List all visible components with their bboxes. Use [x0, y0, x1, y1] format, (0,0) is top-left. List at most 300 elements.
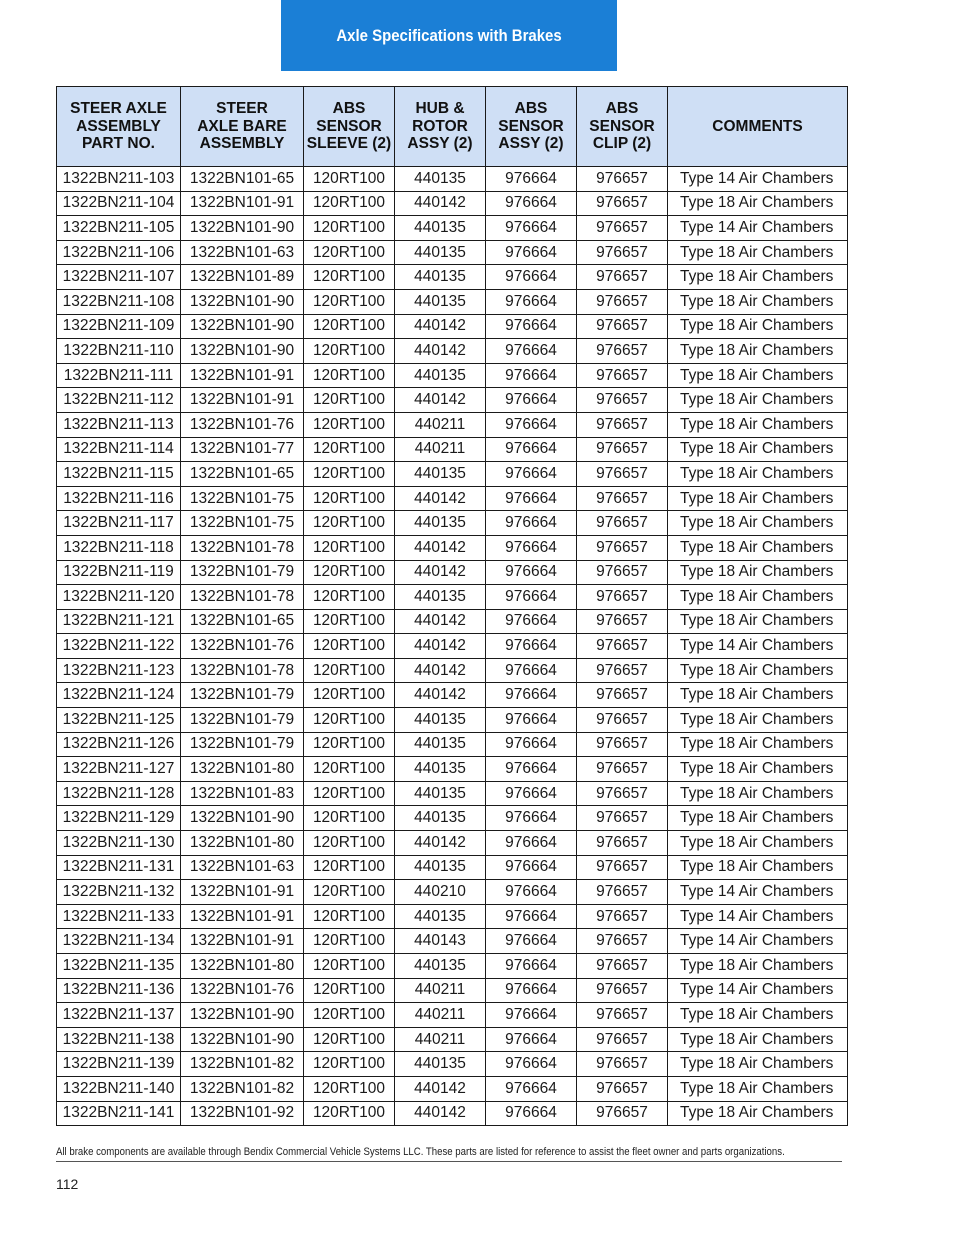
- table-cell: 120RT100: [304, 978, 395, 1003]
- table-cell: 440135: [395, 167, 486, 192]
- table-cell: 120RT100: [304, 560, 395, 585]
- column-header: [668, 87, 848, 167]
- table-cell: 976664: [486, 609, 577, 634]
- table-row: [57, 240, 848, 265]
- table-cell: 976657: [577, 191, 668, 216]
- table-cell: 1322BN211-107: [57, 265, 181, 290]
- table-cell: Type 18 Air Chambers: [668, 708, 848, 733]
- table-cell: 1322BN101-77: [181, 437, 304, 462]
- table-cell: 120RT100: [304, 831, 395, 856]
- table-cell: 1322BN101-65: [181, 462, 304, 487]
- table-cell: 1322BN211-126: [57, 732, 181, 757]
- table-cell: 440135: [395, 806, 486, 831]
- table-cell: 976657: [577, 339, 668, 364]
- column-header-line: SENSOR: [589, 117, 655, 135]
- table-cell: 120RT100: [304, 437, 395, 462]
- table-cell: Type 18 Air Chambers: [668, 511, 848, 536]
- table-cell: 976664: [486, 757, 577, 782]
- table-cell: 1322BN211-138: [57, 1027, 181, 1052]
- footnote: [56, 1146, 842, 1158]
- table-cell: 120RT100: [304, 412, 395, 437]
- table-row: [57, 978, 848, 1003]
- table-cell: 1322BN101-91: [181, 363, 304, 388]
- table-cell: 1322BN101-90: [181, 289, 304, 314]
- table-cell: 976664: [486, 462, 577, 487]
- table-cell: 1322BN101-92: [181, 1101, 304, 1126]
- table-cell: 976657: [577, 167, 668, 192]
- column-header-line: ABS: [332, 100, 366, 118]
- table-cell: 976657: [577, 1101, 668, 1126]
- table-cell: 976664: [486, 732, 577, 757]
- table-cell: 1322BN211-103: [57, 167, 181, 192]
- table-cell: 976657: [577, 486, 668, 511]
- table-cell: 120RT100: [304, 535, 395, 560]
- table-cell: 976664: [486, 240, 577, 265]
- table-row: [57, 683, 848, 708]
- table-body: [57, 167, 848, 1126]
- table-cell: 1322BN211-140: [57, 1076, 181, 1101]
- column-header: [57, 87, 181, 167]
- table-cell: 1322BN101-78: [181, 585, 304, 610]
- table-cell: 1322BN101-91: [181, 880, 304, 905]
- table-cell: 976664: [486, 412, 577, 437]
- table-cell: 120RT100: [304, 806, 395, 831]
- column-header-line: SENSOR: [316, 117, 382, 135]
- table-cell: 440135: [395, 855, 486, 880]
- column-header-line: ROTOR: [412, 117, 468, 135]
- table-cell: 1322BN101-91: [181, 191, 304, 216]
- table-cell: 440142: [395, 560, 486, 585]
- table-row: [57, 1052, 848, 1077]
- table-cell: 976657: [577, 560, 668, 585]
- table-cell: 976657: [577, 831, 668, 856]
- table-cell: 120RT100: [304, 265, 395, 290]
- table-cell: 976657: [577, 314, 668, 339]
- table-cell: 976664: [486, 658, 577, 683]
- table-cell: 976657: [577, 462, 668, 487]
- table-cell: 1322BN101-79: [181, 683, 304, 708]
- table-cell: Type 18 Air Chambers: [668, 781, 848, 806]
- table-cell: Type 14 Air Chambers: [668, 634, 848, 659]
- table-cell: 440142: [395, 314, 486, 339]
- table-cell: 1322BN101-75: [181, 486, 304, 511]
- table-cell: 1322BN211-123: [57, 658, 181, 683]
- table-cell: 976657: [577, 855, 668, 880]
- table-cell: Type 18 Air Chambers: [668, 732, 848, 757]
- table-cell: 1322BN211-114: [57, 437, 181, 462]
- table-cell: 976657: [577, 732, 668, 757]
- table-cell: 976664: [486, 831, 577, 856]
- table-cell: 120RT100: [304, 511, 395, 536]
- table-cell: 976657: [577, 880, 668, 905]
- table-cell: 976664: [486, 511, 577, 536]
- table-cell: 120RT100: [304, 314, 395, 339]
- table-cell: 440142: [395, 683, 486, 708]
- table-cell: 440135: [395, 585, 486, 610]
- axle-spec-table: [56, 86, 848, 1126]
- table-cell: Type 18 Air Chambers: [668, 1027, 848, 1052]
- table-cell: 120RT100: [304, 388, 395, 413]
- table-cell: 440142: [395, 486, 486, 511]
- table-cell: 976657: [577, 658, 668, 683]
- table-cell: 976664: [486, 929, 577, 954]
- table-cell: 976664: [486, 880, 577, 905]
- table-cell: 976657: [577, 535, 668, 560]
- table-cell: 1322BN211-137: [57, 1003, 181, 1028]
- table-cell: 976657: [577, 363, 668, 388]
- table-cell: 976664: [486, 954, 577, 979]
- table-cell: 1322BN101-63: [181, 240, 304, 265]
- table-row: [57, 757, 848, 782]
- table-cell: 120RT100: [304, 855, 395, 880]
- table-row: [57, 1027, 848, 1052]
- table-row: [57, 585, 848, 610]
- column-header-line: CLIP (2): [592, 135, 652, 153]
- table-row: [57, 388, 848, 413]
- table-cell: 440135: [395, 265, 486, 290]
- page-number: 112: [56, 1176, 79, 1192]
- table-cell: 1322BN101-91: [181, 904, 304, 929]
- table-cell: 1322BN101-80: [181, 757, 304, 782]
- table-cell: 440142: [395, 339, 486, 364]
- table-cell: 440211: [395, 1003, 486, 1028]
- table-cell: 1322BN211-106: [57, 240, 181, 265]
- table-cell: 976657: [577, 289, 668, 314]
- table-cell: 976664: [486, 1003, 577, 1028]
- table-cell: 976664: [486, 1101, 577, 1126]
- table-cell: 976664: [486, 634, 577, 659]
- table-row: [57, 1076, 848, 1101]
- table-cell: 976664: [486, 486, 577, 511]
- table-cell: Type 18 Air Chambers: [668, 191, 848, 216]
- table-cell: 120RT100: [304, 1003, 395, 1028]
- table-cell: Type 18 Air Chambers: [668, 437, 848, 462]
- table-cell: 120RT100: [304, 634, 395, 659]
- table-cell: 976657: [577, 609, 668, 634]
- column-header: [577, 87, 668, 167]
- table-cell: 440142: [395, 831, 486, 856]
- table-cell: 440135: [395, 240, 486, 265]
- table-cell: 1322BN101-76: [181, 412, 304, 437]
- table-cell: 120RT100: [304, 708, 395, 733]
- header-row: [57, 87, 848, 167]
- table-row: [57, 904, 848, 929]
- table-cell: 120RT100: [304, 757, 395, 782]
- table-cell: 1322BN211-117: [57, 511, 181, 536]
- table-cell: 440135: [395, 216, 486, 241]
- table-cell: 1322BN101-80: [181, 831, 304, 856]
- table-row: [57, 265, 848, 290]
- table-row: [57, 560, 848, 585]
- table-cell: 976657: [577, 412, 668, 437]
- table-cell: 1322BN211-125: [57, 708, 181, 733]
- table-cell: 1322BN211-111: [57, 363, 181, 388]
- table-cell: 976657: [577, 708, 668, 733]
- table-cell: 976657: [577, 683, 668, 708]
- table-cell: Type 18 Air Chambers: [668, 535, 848, 560]
- table-cell: 440135: [395, 511, 486, 536]
- table-cell: 1322BN101-76: [181, 634, 304, 659]
- table-cell: 1322BN211-130: [57, 831, 181, 856]
- table-cell: 1322BN211-118: [57, 535, 181, 560]
- table-cell: 120RT100: [304, 929, 395, 954]
- table-cell: Type 18 Air Chambers: [668, 806, 848, 831]
- table-cell: Type 18 Air Chambers: [668, 339, 848, 364]
- table-cell: Type 18 Air Chambers: [668, 1076, 848, 1101]
- column-header: [304, 87, 395, 167]
- table-row: [57, 1101, 848, 1126]
- table-cell: 1322BN211-119: [57, 560, 181, 585]
- table-cell: 1322BN211-136: [57, 978, 181, 1003]
- table-cell: 1322BN211-124: [57, 683, 181, 708]
- table-cell: 1322BN101-63: [181, 855, 304, 880]
- table-cell: Type 18 Air Chambers: [668, 855, 848, 880]
- table-cell: 440135: [395, 289, 486, 314]
- column-header-line: STEER AXLE: [70, 100, 167, 118]
- table-cell: 1322BN211-122: [57, 634, 181, 659]
- table-cell: 976657: [577, 1052, 668, 1077]
- table-cell: 120RT100: [304, 658, 395, 683]
- table-cell: 1322BN101-89: [181, 265, 304, 290]
- table-cell: Type 14 Air Chambers: [668, 978, 848, 1003]
- column-header: [486, 87, 577, 167]
- table-cell: 1322BN211-135: [57, 954, 181, 979]
- table-cell: Type 18 Air Chambers: [668, 388, 848, 413]
- table-cell: Type 18 Air Chambers: [668, 314, 848, 339]
- table-cell: 1322BN211-131: [57, 855, 181, 880]
- table-cell: Type 18 Air Chambers: [668, 609, 848, 634]
- table-cell: 976664: [486, 535, 577, 560]
- table-cell: 1322BN211-104: [57, 191, 181, 216]
- table-cell: 976657: [577, 511, 668, 536]
- table-cell: 976657: [577, 1027, 668, 1052]
- table-cell: 976657: [577, 634, 668, 659]
- table-cell: 120RT100: [304, 880, 395, 905]
- table-cell: 1322BN101-82: [181, 1052, 304, 1077]
- table-cell: 440211: [395, 437, 486, 462]
- table-cell: Type 18 Air Chambers: [668, 462, 848, 487]
- table-cell: 1322BN101-90: [181, 1003, 304, 1028]
- table-cell: 1322BN101-78: [181, 658, 304, 683]
- table-cell: Type 14 Air Chambers: [668, 216, 848, 241]
- table-row: [57, 535, 848, 560]
- table-cell: 1322BN101-90: [181, 1027, 304, 1052]
- table-cell: 440143: [395, 929, 486, 954]
- table-row: [57, 511, 848, 536]
- table-cell: 120RT100: [304, 339, 395, 364]
- column-header-line: ASSY (2): [498, 135, 564, 153]
- table-cell: 120RT100: [304, 289, 395, 314]
- column-header-line: PART NO.: [82, 135, 155, 153]
- table-row: [57, 363, 848, 388]
- table-cell: 976664: [486, 388, 577, 413]
- table-cell: 440142: [395, 658, 486, 683]
- table-cell: 1322BN211-127: [57, 757, 181, 782]
- table-cell: 1322BN211-132: [57, 880, 181, 905]
- table-row: [57, 167, 848, 192]
- table-cell: 440135: [395, 904, 486, 929]
- table-cell: 976664: [486, 978, 577, 1003]
- table-cell: 120RT100: [304, 167, 395, 192]
- table-cell: 120RT100: [304, 683, 395, 708]
- table-cell: 120RT100: [304, 781, 395, 806]
- table-cell: 1322BN211-116: [57, 486, 181, 511]
- table-cell: 1322BN211-129: [57, 806, 181, 831]
- table-cell: 976664: [486, 1076, 577, 1101]
- column-header: [181, 87, 304, 167]
- table-cell: 976664: [486, 314, 577, 339]
- table-cell: 976657: [577, 806, 668, 831]
- table-cell: Type 18 Air Chambers: [668, 1101, 848, 1126]
- table-row: [57, 412, 848, 437]
- table-cell: Type 18 Air Chambers: [668, 1052, 848, 1077]
- table-cell: 1322BN211-113: [57, 412, 181, 437]
- column-header-line: SLEEVE (2): [306, 135, 392, 153]
- table-cell: 120RT100: [304, 954, 395, 979]
- table-cell: 976657: [577, 781, 668, 806]
- table-cell: 976664: [486, 216, 577, 241]
- table-cell: 1322BN101-91: [181, 929, 304, 954]
- table-cell: 976657: [577, 757, 668, 782]
- table-cell: 1322BN101-83: [181, 781, 304, 806]
- table-cell: 976664: [486, 437, 577, 462]
- column-header: [395, 87, 486, 167]
- table-row: [57, 609, 848, 634]
- table-cell: 976657: [577, 585, 668, 610]
- table-cell: 976664: [486, 708, 577, 733]
- table-cell: 1322BN101-82: [181, 1076, 304, 1101]
- table-row: [57, 929, 848, 954]
- table-row: [57, 781, 848, 806]
- table-cell: 1322BN211-139: [57, 1052, 181, 1077]
- table-cell: 1322BN211-105: [57, 216, 181, 241]
- table-cell: 440211: [395, 1027, 486, 1052]
- table-cell: 440142: [395, 1076, 486, 1101]
- column-header-line: STEER: [216, 100, 268, 118]
- table-cell: 1322BN211-115: [57, 462, 181, 487]
- table-row: [57, 486, 848, 511]
- table-cell: 976657: [577, 929, 668, 954]
- table-cell: 120RT100: [304, 1101, 395, 1126]
- table-cell: 120RT100: [304, 486, 395, 511]
- table-cell: 1322BN211-112: [57, 388, 181, 413]
- table-cell: 976657: [577, 1076, 668, 1101]
- section-title-banner: [281, 0, 617, 71]
- table-cell: Type 18 Air Chambers: [668, 683, 848, 708]
- table-cell: 1322BN211-121: [57, 609, 181, 634]
- table-cell: 976664: [486, 585, 577, 610]
- table-row: [57, 658, 848, 683]
- table-cell: 976657: [577, 904, 668, 929]
- table-cell: 1322BN101-90: [181, 806, 304, 831]
- table-cell: 976664: [486, 806, 577, 831]
- table-row: [57, 289, 848, 314]
- table-row: [57, 708, 848, 733]
- table-cell: 440211: [395, 412, 486, 437]
- table-cell: 976664: [486, 191, 577, 216]
- table-cell: Type 18 Air Chambers: [668, 560, 848, 585]
- table-cell: 976664: [486, 683, 577, 708]
- table-cell: 1322BN101-90: [181, 339, 304, 364]
- table-row: [57, 954, 848, 979]
- table-cell: 1322BN101-79: [181, 560, 304, 585]
- table-cell: 120RT100: [304, 1076, 395, 1101]
- table-row: [57, 880, 848, 905]
- footnote-text: All brake components are available through Bendix Commercial Vehicle Systems LLC. These parts are listed for reference to assist the fleet owner and parts organizations.: [56, 1146, 785, 1158]
- table-cell: 440135: [395, 757, 486, 782]
- table-cell: 976664: [486, 289, 577, 314]
- table-row: [57, 1003, 848, 1028]
- table-cell: Type 18 Air Chambers: [668, 412, 848, 437]
- table-cell: 976664: [486, 781, 577, 806]
- table-cell: 976664: [486, 339, 577, 364]
- table-cell: 1322BN211-141: [57, 1101, 181, 1126]
- table-cell: 976657: [577, 978, 668, 1003]
- table-cell: 976664: [486, 1027, 577, 1052]
- table-cell: Type 18 Air Chambers: [668, 831, 848, 856]
- table-cell: Type 18 Air Chambers: [668, 289, 848, 314]
- table-cell: 440142: [395, 191, 486, 216]
- table-cell: 976664: [486, 1052, 577, 1077]
- table-cell: 440142: [395, 609, 486, 634]
- section-title: Axle Specifications with Brakes: [336, 25, 562, 45]
- table-cell: 120RT100: [304, 1027, 395, 1052]
- table-row: [57, 462, 848, 487]
- table-row: [57, 339, 848, 364]
- table-cell: Type 18 Air Chambers: [668, 363, 848, 388]
- table-cell: 120RT100: [304, 904, 395, 929]
- column-header-line: ASSEMBLY: [199, 135, 285, 153]
- table-cell: 976664: [486, 265, 577, 290]
- table-row: [57, 191, 848, 216]
- table-cell: 1322BN101-91: [181, 388, 304, 413]
- table-cell: 440135: [395, 732, 486, 757]
- table-cell: 1322BN101-79: [181, 732, 304, 757]
- table-cell: Type 18 Air Chambers: [668, 1003, 848, 1028]
- table-cell: 120RT100: [304, 732, 395, 757]
- table-cell: Type 18 Air Chambers: [668, 585, 848, 610]
- table-row: [57, 732, 848, 757]
- table-row: [57, 806, 848, 831]
- footer-divider: [56, 1161, 842, 1162]
- table-cell: 440135: [395, 954, 486, 979]
- table-cell: 1322BN101-90: [181, 314, 304, 339]
- table-row: [57, 831, 848, 856]
- table-cell: 1322BN101-65: [181, 609, 304, 634]
- table-cell: 1322BN101-65: [181, 167, 304, 192]
- table-cell: 120RT100: [304, 240, 395, 265]
- table-cell: 120RT100: [304, 585, 395, 610]
- table-cell: 440211: [395, 978, 486, 1003]
- table-cell: 440142: [395, 388, 486, 413]
- table-cell: Type 14 Air Chambers: [668, 880, 848, 905]
- column-header-line: ABS: [605, 100, 639, 118]
- table-cell: 440210: [395, 880, 486, 905]
- table-cell: 1322BN211-128: [57, 781, 181, 806]
- column-header-line: ASSEMBLY: [76, 117, 161, 135]
- table-cell: Type 14 Air Chambers: [668, 167, 848, 192]
- table-cell: 440142: [395, 535, 486, 560]
- table-cell: 1322BN101-76: [181, 978, 304, 1003]
- table-cell: 120RT100: [304, 462, 395, 487]
- column-header-line: HUB &: [415, 100, 465, 118]
- table-cell: 440135: [395, 462, 486, 487]
- table-cell: Type 18 Air Chambers: [668, 240, 848, 265]
- table-cell: 120RT100: [304, 216, 395, 241]
- table-cell: 976657: [577, 240, 668, 265]
- table-cell: 976657: [577, 1003, 668, 1028]
- table-cell: 1322BN101-90: [181, 216, 304, 241]
